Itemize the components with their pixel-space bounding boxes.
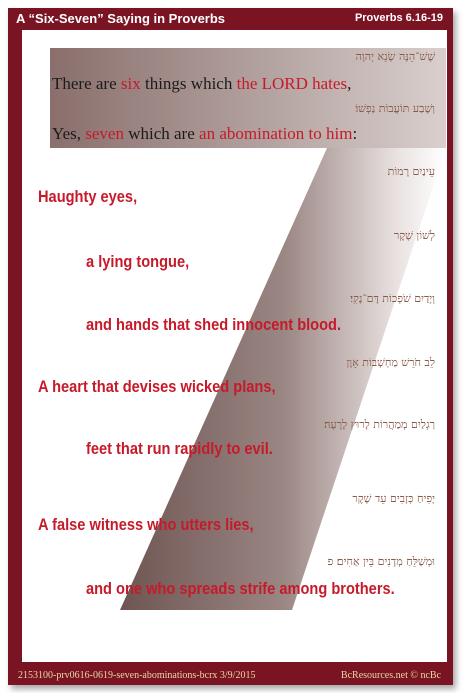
item-6-text: A false witness who utters lies, [38,515,254,534]
hebrew-item-4: לֵב חֹרֵשׁ מַחְשְׁבוֹת אָוֶן [346,356,435,369]
hebrew-item-7: וּמְשַׁלֵּחַ מְדָנִים בֵּין אַחִים׃ פ [327,555,435,568]
item-1-text: Haughty eyes, [38,187,138,206]
header-bar [8,8,453,30]
hebrew-item-2: לְשׁוֹן שָׁקֶר [393,229,435,242]
card-frame [8,8,453,685]
file-identifier: 2153100-prv0616-0619-seven-abominations-bcrx 3/9/2015 [18,670,256,681]
page-title: A “Six-Seven” Saying in Proverbs [16,11,226,26]
intro-line-1: There are six things which the LORD hates, [52,74,352,93]
item-5-text: feet that run rapidly to evil. [86,439,273,458]
item-2-text: a lying tongue, [86,252,190,271]
scripture-reference: Proverbs 6.16-19 [354,12,443,24]
hebrew-item-1: עֵינַיִם רָמוֹת [387,165,435,178]
item-7-text: and one who spreads strife among brothers. [86,579,395,598]
copyright-credit: BcResources.net © ncBc [340,670,441,681]
hebrew-item-6: יָפִיחַ כְּזָבִים עֵד שָׁקֶר [352,492,435,505]
intro-line-2: Yes, seven which are an abomination to him: [52,124,358,143]
hebrew-intro-1: שֶׁשׁ־הֵנָּה שָׂנֵא יְהוָה [355,50,435,63]
item-3-text: and hands that shed innocent blood. [86,315,342,334]
footer-bar [8,664,453,685]
content-panel [22,30,447,662]
hebrew-item-5: רַגְלַיִם מְמַהֲרוֹת לָרוּץ לָרָעָה׃ [324,418,435,431]
hebrew-item-3: וְיָדַיִם שֹׁפְכוֹת דָּם־נָקִי׃ [350,292,435,305]
hebrew-intro-2: וְשֶׁבַע תּוֹעֲבוֹת נַפְשׁוֹ׃ [355,102,435,115]
item-4-text: A heart that devises wicked plans, [38,377,276,396]
